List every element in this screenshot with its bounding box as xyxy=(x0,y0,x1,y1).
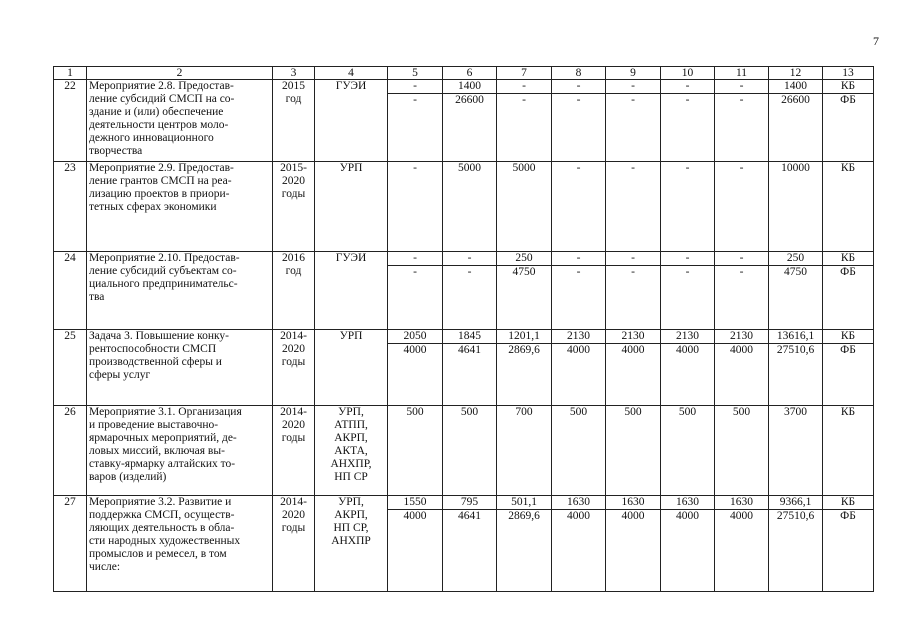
header-row xyxy=(54,67,874,80)
amount-value: 500 xyxy=(569,406,588,418)
activity-description xyxy=(87,252,273,330)
amount-value: 500 xyxy=(732,406,751,418)
funding-source-value: ФБ xyxy=(823,509,873,523)
amount-col-9 xyxy=(606,252,661,330)
amount-col-5 xyxy=(388,330,443,406)
amount-value: - xyxy=(576,80,581,92)
row-number: 25 xyxy=(54,330,87,406)
amount-col-6 xyxy=(443,496,497,592)
row-number: 26 xyxy=(54,406,87,496)
amount-col-11 xyxy=(715,80,769,162)
activity-description-line: деятельности центров моло- xyxy=(89,119,229,131)
amount-value: - xyxy=(606,93,660,107)
amount-value: 26600 xyxy=(769,93,822,107)
amount-col-8 xyxy=(552,496,606,592)
activity-description-line: Мероприятие 3.1. Организация xyxy=(89,406,242,418)
amount-value: 4000 xyxy=(606,343,660,357)
executor-line: АНХПР, xyxy=(330,458,372,470)
activity-description-line: Задача 3. Повышение конку- xyxy=(89,330,229,342)
amount-col-9 xyxy=(606,330,661,406)
funding-source-value: ФБ xyxy=(823,93,873,107)
implementation-period-line: годы xyxy=(281,356,306,368)
amount-col-7 xyxy=(497,330,552,406)
implementation-period-line: 2015- xyxy=(280,162,307,174)
activity-description-line: ление грантов СМСП на реа- xyxy=(89,175,232,187)
amount-value: - xyxy=(552,265,605,279)
activity-description-line: промыслов и ремесел, в том xyxy=(89,548,227,560)
implementation-period-line: годы xyxy=(281,432,306,444)
amount-col-7 xyxy=(497,80,552,162)
activity-description-line: ярмарочных мероприятий, де- xyxy=(89,432,237,444)
header-cell-5: 5 xyxy=(388,67,443,80)
amount-value: - xyxy=(715,93,768,107)
amount-value: - xyxy=(685,162,690,174)
activity-description-line: Мероприятие 3.2. Развитие и xyxy=(89,496,232,508)
amount-value: 4000 xyxy=(388,509,442,523)
activity-description-line: Мероприятие 2.9. Предостав- xyxy=(89,162,234,174)
amount-col-7 xyxy=(497,406,552,496)
funding-source-value: ФБ xyxy=(823,265,873,279)
amount-col-8 xyxy=(552,252,606,330)
header-cell-6: 6 xyxy=(443,67,497,80)
activity-description-line: ление субсидий СМСП на со- xyxy=(89,93,235,105)
executor xyxy=(315,162,388,252)
amount-value: - xyxy=(661,93,714,107)
amount-col-10 xyxy=(661,330,715,406)
amount-value: 5000 xyxy=(458,162,481,174)
implementation-period xyxy=(273,162,315,252)
amount-col-6 xyxy=(443,162,497,252)
amount-value: 4000 xyxy=(388,343,442,357)
amount-value: - xyxy=(443,265,496,279)
header-cell-13: 13 xyxy=(823,67,874,80)
table-row xyxy=(54,252,874,330)
amount-value: - xyxy=(631,252,635,264)
amount-value: 4641 xyxy=(443,509,496,523)
activity-description-line: рентоспособности СМСП xyxy=(89,343,217,355)
amount-col-9 xyxy=(606,406,661,496)
amount-value: 1400 xyxy=(458,80,481,92)
amount-value: - xyxy=(631,80,635,92)
amount-value: - xyxy=(497,93,551,107)
funding-source-value: ФБ xyxy=(823,343,873,357)
amount-value: - xyxy=(413,162,417,174)
table-row xyxy=(54,330,874,406)
funding-source-value: КБ xyxy=(840,162,856,174)
amount-value: 5000 xyxy=(512,162,536,174)
amount-value: 501,1 xyxy=(511,496,537,508)
amount-col-11 xyxy=(715,496,769,592)
executor xyxy=(315,496,388,592)
amount-value: 1630 xyxy=(676,496,699,508)
amount-value: - xyxy=(606,265,660,279)
funding-source-value: КБ xyxy=(840,252,856,264)
amount-value: - xyxy=(388,93,442,107)
activity-description xyxy=(87,496,273,592)
executor-line: АНХПР xyxy=(331,535,371,547)
funding-source xyxy=(823,330,874,406)
executor-line: ГУЭИ xyxy=(335,80,367,92)
activity-description-line: здание и (или) обеспечение xyxy=(89,106,224,118)
amount-value: - xyxy=(388,265,442,279)
activity-description-line: и проведение выставочно- xyxy=(89,419,219,431)
amount-col-7 xyxy=(497,252,552,330)
executor xyxy=(315,80,388,162)
amount-value: 2130 xyxy=(621,330,645,342)
executor-line: УРП xyxy=(339,330,363,342)
activity-description-line: лизацию проектов в приори- xyxy=(89,188,230,200)
activity-description-line: Мероприятие 2.8. Предостав- xyxy=(89,80,234,92)
amount-value: 27510,6 xyxy=(769,509,822,523)
activity-description-line: варов (изделий) xyxy=(89,471,167,483)
amount-value: 4000 xyxy=(606,509,660,523)
funding-source-value: КБ xyxy=(840,80,856,92)
amount-value: 27510,6 xyxy=(769,343,822,357)
implementation-period-line: 2020 xyxy=(282,343,305,355)
funding-source-value: КБ xyxy=(840,406,856,418)
implementation-period xyxy=(273,406,315,496)
activity-description-line: ляющих деятельность в обла- xyxy=(89,522,235,534)
amount-col-6 xyxy=(443,330,497,406)
amount-value: - xyxy=(685,80,690,92)
activity-description-line: поддержка СМСП, осуществ- xyxy=(89,509,235,521)
implementation-period xyxy=(273,252,315,330)
amount-value: 4000 xyxy=(552,343,605,357)
amount-value: 500 xyxy=(460,406,479,418)
amount-value: 4750 xyxy=(769,265,822,279)
activity-description xyxy=(87,162,273,252)
amount-value: 10000 xyxy=(781,162,810,174)
activity-description-line: сти народных художественных xyxy=(89,535,241,547)
amount-value: - xyxy=(576,252,581,264)
funding-source xyxy=(823,252,874,330)
amount-value: 2869,6 xyxy=(497,343,551,357)
activity-description-line: циального предпринимательс- xyxy=(89,278,238,290)
amount-col-11 xyxy=(715,330,769,406)
amount-value: 250 xyxy=(515,252,533,264)
amount-value: - xyxy=(413,80,417,92)
executor-line: НП СР xyxy=(334,471,368,483)
row-number: 27 xyxy=(54,496,87,592)
funding-source xyxy=(823,162,874,252)
amount-col-10 xyxy=(661,406,715,496)
amount-value: - xyxy=(661,265,714,279)
amount-value: 250 xyxy=(786,252,805,264)
executor-line: АКТА, xyxy=(334,445,368,457)
implementation-period-line: год xyxy=(285,93,302,105)
amount-value: 2130 xyxy=(676,330,699,342)
amount-value: 1400 xyxy=(784,80,807,92)
activity-description-line: производственной сферы и xyxy=(89,356,222,368)
amount-value: 700 xyxy=(515,406,533,418)
row-number: 24 xyxy=(54,252,87,330)
activity-description-line: числе: xyxy=(89,561,121,573)
amount-col-9 xyxy=(606,162,661,252)
implementation-period-line: 2020 xyxy=(282,419,305,431)
amount-value: 4000 xyxy=(661,343,714,357)
amount-value: 3700 xyxy=(784,406,807,418)
amount-value: 795 xyxy=(460,496,479,508)
funding-source xyxy=(823,496,874,592)
header-cell-4: 4 xyxy=(315,67,388,80)
implementation-period-line: 2015 xyxy=(282,80,305,92)
amount-value: 500 xyxy=(406,406,424,418)
amount-value: 4000 xyxy=(715,509,768,523)
table-row xyxy=(54,80,874,162)
activity-description-line: ление субсидий субъектам со- xyxy=(89,265,237,277)
amount-col-10 xyxy=(661,80,715,162)
executor xyxy=(315,252,388,330)
amount-col-8 xyxy=(552,406,606,496)
amount-value: 4000 xyxy=(661,509,714,523)
amount-value: - xyxy=(631,162,635,174)
amount-col-5 xyxy=(388,252,443,330)
executor-line: АКРП, xyxy=(334,509,368,521)
amount-value: 1550 xyxy=(403,496,427,508)
implementation-period xyxy=(273,330,315,406)
executor xyxy=(315,330,388,406)
activity-description xyxy=(87,330,273,406)
header-cell-1: 1 xyxy=(54,67,87,80)
activity-description-line: тва xyxy=(89,291,105,303)
header-cell-10: 10 xyxy=(661,67,715,80)
amount-col-10 xyxy=(661,162,715,252)
amount-value: - xyxy=(467,252,472,264)
amount-value: 2130 xyxy=(730,330,753,342)
header-cell-12: 12 xyxy=(769,67,823,80)
implementation-period-line: 2014- xyxy=(280,496,307,508)
funding-source xyxy=(823,80,874,162)
amount-col-8 xyxy=(552,80,606,162)
amount-value: 1201,1 xyxy=(508,330,540,342)
amount-value: - xyxy=(413,252,417,264)
amount-value: 4000 xyxy=(715,343,768,357)
amount-col-6 xyxy=(443,406,497,496)
amount-col-12 xyxy=(769,496,823,592)
amount-col-11 xyxy=(715,406,769,496)
amount-col-9 xyxy=(606,80,661,162)
executor-line: УРП, xyxy=(338,406,364,418)
amount-value: - xyxy=(685,252,690,264)
amount-col-8 xyxy=(552,330,606,406)
executor-line: УРП, xyxy=(338,496,364,508)
executor-line: ГУЭИ xyxy=(335,252,367,264)
amount-value: 4750 xyxy=(497,265,551,279)
amount-value: 500 xyxy=(678,406,697,418)
executor-line: УРП xyxy=(339,162,363,174)
amount-col-10 xyxy=(661,496,715,592)
budget-table xyxy=(53,66,874,592)
amount-col-5 xyxy=(388,162,443,252)
amount-col-12 xyxy=(769,162,823,252)
activity-description-line: тетных сферах экономики xyxy=(89,201,217,213)
amount-col-8 xyxy=(552,162,606,252)
amount-col-6 xyxy=(443,252,497,330)
amount-value: 26600 xyxy=(443,93,496,107)
amount-col-7 xyxy=(497,496,552,592)
table-row xyxy=(54,162,874,252)
amount-col-7 xyxy=(497,162,552,252)
amount-value: - xyxy=(739,162,744,174)
amount-value: 1630 xyxy=(730,496,753,508)
row-number: 22 xyxy=(54,80,87,162)
implementation-period xyxy=(273,80,315,162)
amount-value: 500 xyxy=(624,406,642,418)
executor xyxy=(315,406,388,496)
implementation-period xyxy=(273,496,315,592)
page-number: 7 xyxy=(873,34,879,48)
funding-source xyxy=(823,406,874,496)
amount-value: - xyxy=(576,162,581,174)
amount-value: - xyxy=(552,93,605,107)
activity-description xyxy=(87,80,273,162)
executor-line: НП СР, xyxy=(333,522,369,534)
amount-value: 2869,6 xyxy=(497,509,551,523)
row-number: 23 xyxy=(54,162,87,252)
amount-value: 1845 xyxy=(458,330,481,342)
table-row xyxy=(54,496,874,592)
amount-value: - xyxy=(739,252,744,264)
amount-value: - xyxy=(522,80,526,92)
implementation-period-line: год xyxy=(285,265,302,277)
implementation-period-line: годы xyxy=(281,522,306,534)
header-cell-3: 3 xyxy=(273,67,315,80)
executor-line: АКРП, xyxy=(334,432,368,444)
implementation-period-line: 2016 xyxy=(282,252,305,264)
amount-value: 4000 xyxy=(552,509,605,523)
header-cell-11: 11 xyxy=(715,67,769,80)
funding-source-value: КБ xyxy=(840,496,856,508)
amount-col-5 xyxy=(388,406,443,496)
funding-source-value: КБ xyxy=(840,330,856,342)
amount-col-5 xyxy=(388,80,443,162)
implementation-period-line: 2014- xyxy=(280,330,307,342)
implementation-period-line: 2020 xyxy=(282,509,305,521)
amount-value: 13616,1 xyxy=(776,330,815,342)
amount-col-11 xyxy=(715,162,769,252)
implementation-period-line: годы xyxy=(281,188,306,200)
amount-value: 1630 xyxy=(621,496,645,508)
amount-value: 4641 xyxy=(443,343,496,357)
implementation-period-line: 2020 xyxy=(282,175,305,187)
amount-col-5 xyxy=(388,496,443,592)
activity-description-line: Мероприятие 2.10. Предостав- xyxy=(89,252,240,264)
amount-col-9 xyxy=(606,496,661,592)
activity-description-line: дежного инновационного xyxy=(89,132,214,144)
amount-col-12 xyxy=(769,406,823,496)
activity-description-line: ставку-ярмарку алтайских то- xyxy=(89,458,236,470)
header-cell-8: 8 xyxy=(552,67,606,80)
amount-col-11 xyxy=(715,252,769,330)
implementation-period-line: 2014- xyxy=(280,406,307,418)
header-cell-7: 7 xyxy=(497,67,552,80)
amount-col-12 xyxy=(769,80,823,162)
activity-description-line: творчества xyxy=(89,145,143,157)
header-cell-2: 2 xyxy=(87,67,273,80)
activity-description-line: ловых миссий, включая вы- xyxy=(89,445,225,457)
executor-line: АТПП, xyxy=(334,419,368,431)
amount-col-12 xyxy=(769,252,823,330)
header-cell-9: 9 xyxy=(606,67,661,80)
amount-value: 1630 xyxy=(567,496,590,508)
activity-description-line: сферы услуг xyxy=(89,369,151,381)
table-row xyxy=(54,406,874,496)
amount-col-10 xyxy=(661,252,715,330)
amount-col-6 xyxy=(443,80,497,162)
amount-value: - xyxy=(739,80,744,92)
amount-value: 9366,1 xyxy=(779,496,812,508)
amount-value: 2130 xyxy=(567,330,590,342)
amount-col-12 xyxy=(769,330,823,406)
amount-value: - xyxy=(715,265,768,279)
amount-value: 2050 xyxy=(403,330,427,342)
activity-description xyxy=(87,406,273,496)
